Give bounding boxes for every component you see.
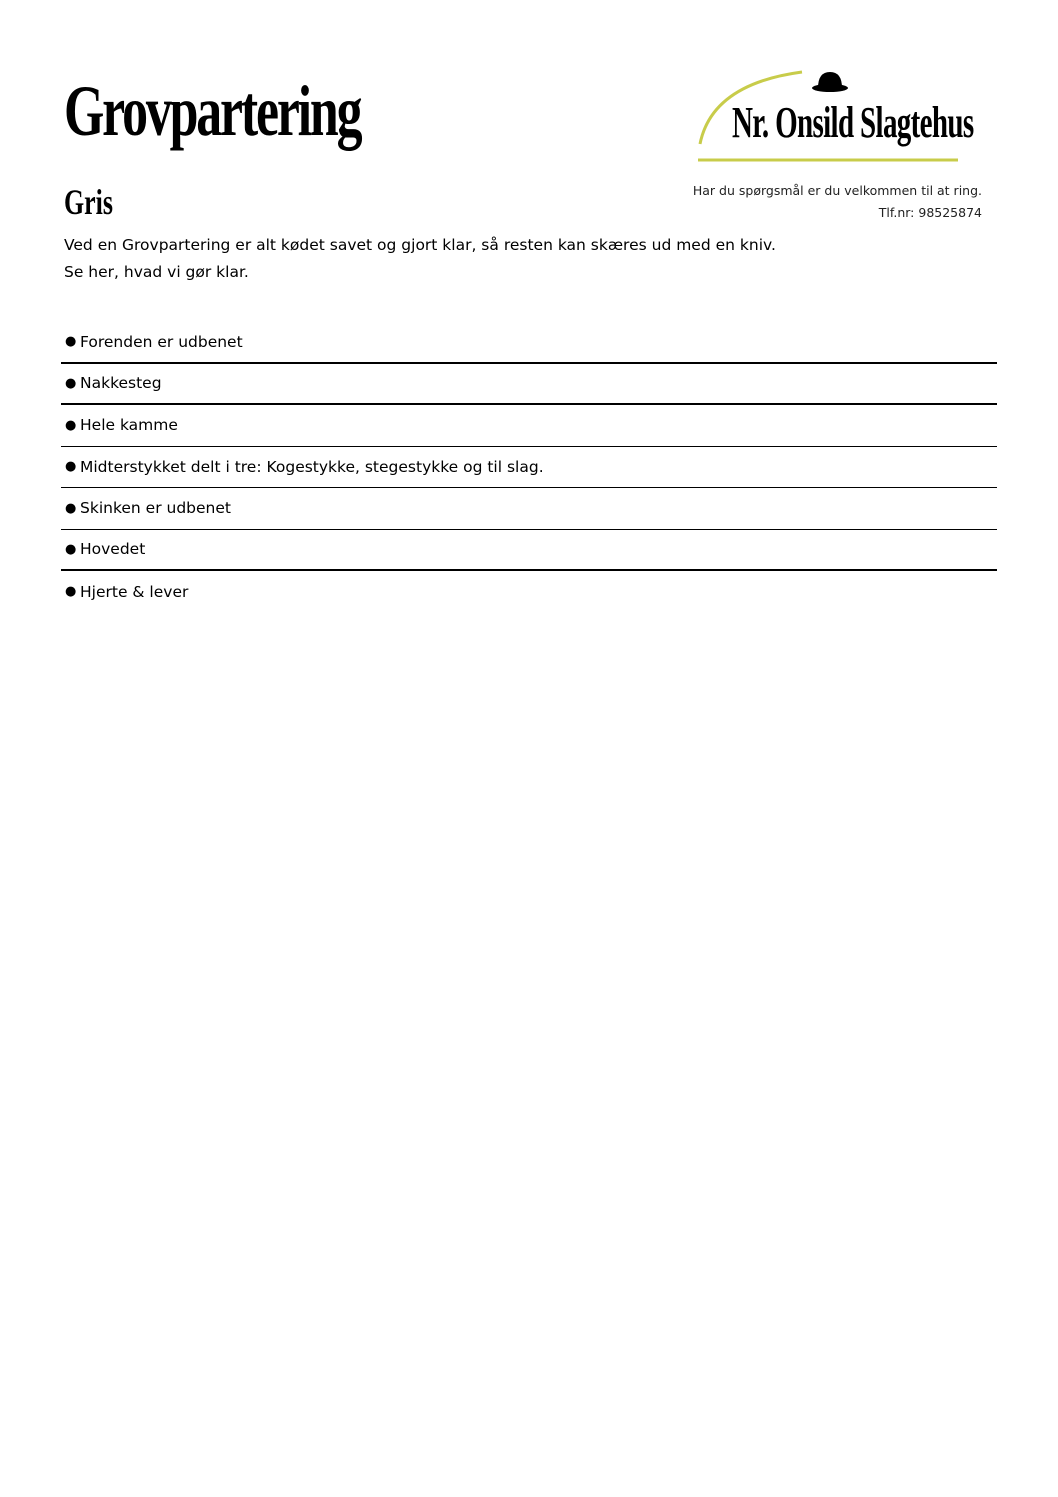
list-item bbox=[61, 405, 997, 447]
contact-message: Har du spørgsmål er du velkommen til at ring. bbox=[692, 183, 982, 198]
bullet-icon: ● bbox=[65, 541, 77, 557]
page-title: Grovpartering bbox=[64, 71, 361, 151]
list-item bbox=[61, 571, 997, 613]
list-item-label: Hovedet bbox=[80, 540, 146, 559]
list-item bbox=[61, 364, 997, 406]
bullet-icon: ● bbox=[65, 417, 77, 433]
list-item bbox=[61, 447, 997, 489]
list-item-label: Hjerte & lever bbox=[80, 582, 189, 601]
bullet-icon: ● bbox=[65, 375, 77, 391]
contact-info bbox=[693, 180, 982, 224]
bullet-icon: ● bbox=[65, 500, 77, 516]
intro-line-2: Se her, hvad vi gør klar. bbox=[64, 263, 249, 281]
list-item-label: Forenden er udbenet bbox=[80, 332, 243, 351]
list-item-label: Skinken er udbenet bbox=[80, 499, 231, 518]
list-item-label: Nakkesteg bbox=[80, 374, 162, 393]
bullet-icon: ● bbox=[65, 334, 77, 350]
list-item bbox=[61, 322, 997, 364]
page-subtitle: Gris bbox=[64, 182, 113, 222]
company-logo bbox=[692, 64, 992, 166]
contact-phone: Tlf.nr: 98525874 bbox=[878, 205, 982, 220]
bullet-icon: ● bbox=[65, 584, 77, 600]
list-item bbox=[61, 530, 997, 572]
list-item-label: Hele kamme bbox=[80, 416, 178, 435]
intro-line-1: Ved en Grovpartering er alt kødet savet og gjort klar, så resten kan skæres ud med en kniv. bbox=[64, 236, 776, 254]
bullet-icon: ● bbox=[65, 459, 77, 475]
list-item bbox=[61, 488, 997, 530]
list-item-label: Midterstykket delt i tre: Kogestykke, stegestykke og til slag. bbox=[80, 457, 544, 476]
logo-text: Nr. Onsild Slagtehus bbox=[732, 98, 974, 147]
cut-list bbox=[61, 322, 997, 613]
bowler-hat-icon bbox=[812, 72, 848, 92]
intro-text bbox=[64, 232, 776, 286]
